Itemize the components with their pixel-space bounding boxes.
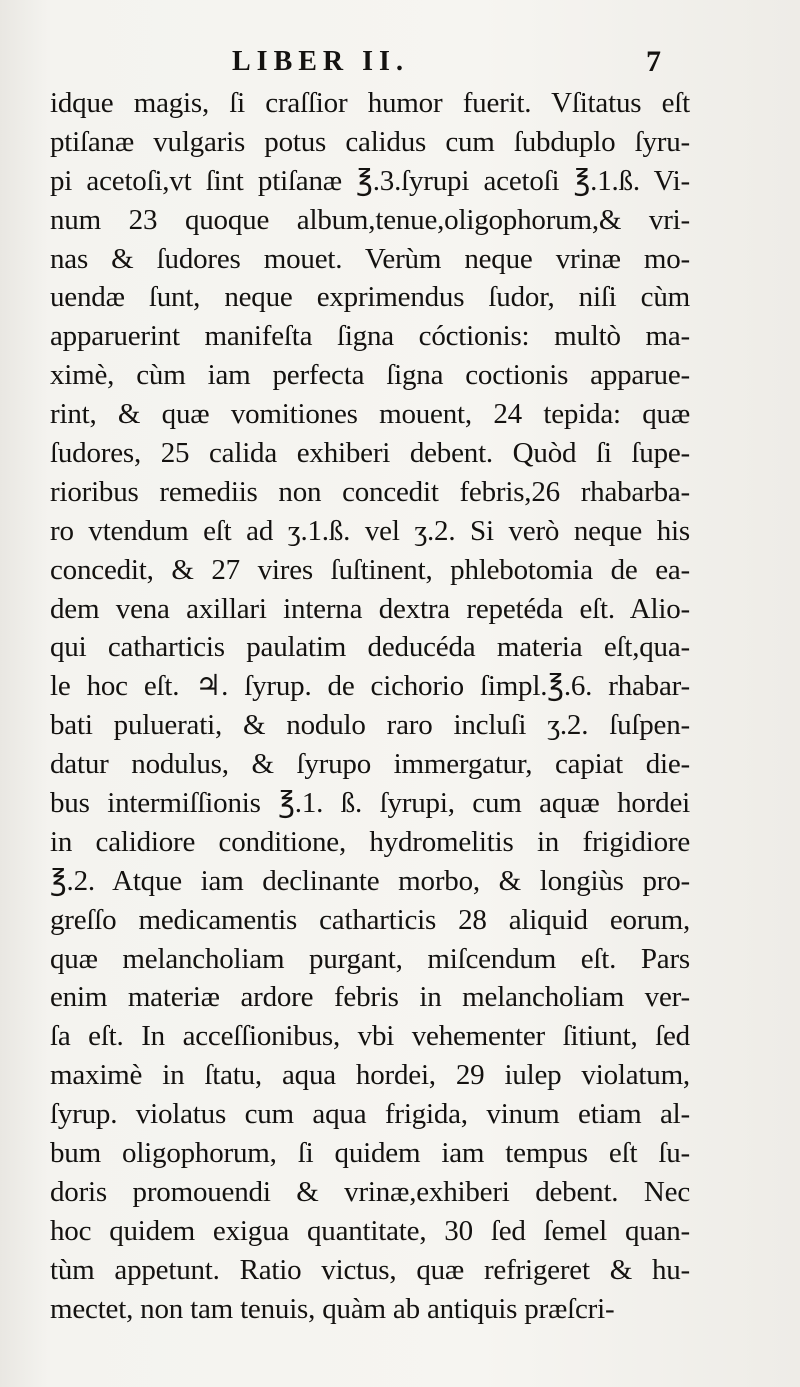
text-line: greſſo medicamentis catharticis 28 aliquid eorum, bbox=[50, 903, 690, 936]
text-line: apparuerint manifeſta ſigna cóctionis: multò ma- bbox=[50, 320, 690, 353]
text-line: mectet, non tam tenuis, quàm ab antiquis præſcri- bbox=[50, 1292, 615, 1325]
text-line: le hoc eſt. ♃. ſyrup. de cichorio ſimpl.℥.6. rhabar- bbox=[50, 670, 690, 703]
text-line: ro vtendum eſt ad ʒ.1.ß. vel ʒ.2. Si verò neque his bbox=[50, 514, 690, 547]
text-line: hoc quidem exigua quantitate, 30 ſed ſemel quan- bbox=[50, 1214, 690, 1247]
text-line: concedit, & 27 vires ſuſtinent, phlebotomia de ea- bbox=[50, 553, 690, 586]
text-line: maximè in ſtatu, aqua hordei, 29 iulep violatum, bbox=[50, 1059, 690, 1092]
page-number: 7 bbox=[646, 45, 661, 78]
text-line: tùm appetunt. Ratio victus, quæ refrigeret & hu- bbox=[50, 1253, 690, 1286]
text-line: idque magis, ſi craſſior humor fuerit. Vſitatus eſt bbox=[50, 87, 690, 119]
text-line: ℥.2. Atque iam declinante morbo, & longiùs pro- bbox=[50, 864, 690, 897]
text-line: bus intermiſſionis ℥.1. ß. ſyrupi, cum aquæ hordei bbox=[50, 787, 690, 820]
text-line: dem vena axillari interna dextra repetéda eſt. Alio- bbox=[50, 592, 690, 625]
text-line: qui catharticis paulatim deducéda materia eſt,qua- bbox=[50, 631, 690, 664]
running-head: LIBER II. bbox=[232, 46, 409, 77]
text-line: uendæ ſunt, neque exprimendus ſudor, niſi cùm bbox=[50, 281, 690, 314]
text-line: doris promouendi & vrinæ,exhiberi debent. Nec bbox=[50, 1175, 690, 1208]
text-line: datur nodulus, & ſyrupo immergatur, capiat die- bbox=[50, 748, 690, 781]
text-line: ptiſanæ vulgaris potus calidus cum ſubduplo ſyru- bbox=[50, 125, 690, 158]
text-line: num 23 quoque album,tenue,oligophorum,& vri- bbox=[50, 203, 690, 236]
text-line: ſudores, 25 calida exhiberi debent. Quòd ſi ſupe- bbox=[50, 437, 690, 470]
text-line: ſa eſt. In acceſſionibus, vbi vehementer ſitiunt, ſed bbox=[50, 1020, 690, 1053]
text-line: bum oligophorum, ſi quidem iam tempus eſt ſu- bbox=[50, 1137, 690, 1170]
text-line: rint, & quæ vomitiones mouent, 24 tepida: quæ bbox=[50, 398, 690, 431]
text-line: pi acetoſi,vt ſint ptiſanæ ℥.3.ſyrupi acetoſi ℥.1.ß. Vi- bbox=[50, 164, 690, 197]
page-header bbox=[0, 40, 800, 84]
text-line: ximè, cùm iam perfecta ſigna coctionis apparue- bbox=[50, 359, 690, 392]
text-line: enim materiæ ardore febris in melancholiam ver- bbox=[50, 981, 690, 1014]
text-line: bati puluerati, & nodulo raro incluſi ʒ.2. ſuſpen- bbox=[50, 709, 690, 742]
body-text bbox=[50, 84, 690, 1329]
text-line: quæ melancholiam purgant, miſcendum eſt. Pars bbox=[50, 942, 690, 975]
text-line: ſyrup. violatus cum aqua frigida, vinum etiam al- bbox=[50, 1098, 690, 1131]
text-line: in calidiore conditione, hydromelitis in frigidiore bbox=[50, 825, 690, 858]
text-line: nas & ſudores mouet. Verùm neque vrinæ mo- bbox=[50, 242, 690, 275]
text-line: rioribus remediis non concedit febris,26 rhabarba- bbox=[50, 475, 690, 508]
